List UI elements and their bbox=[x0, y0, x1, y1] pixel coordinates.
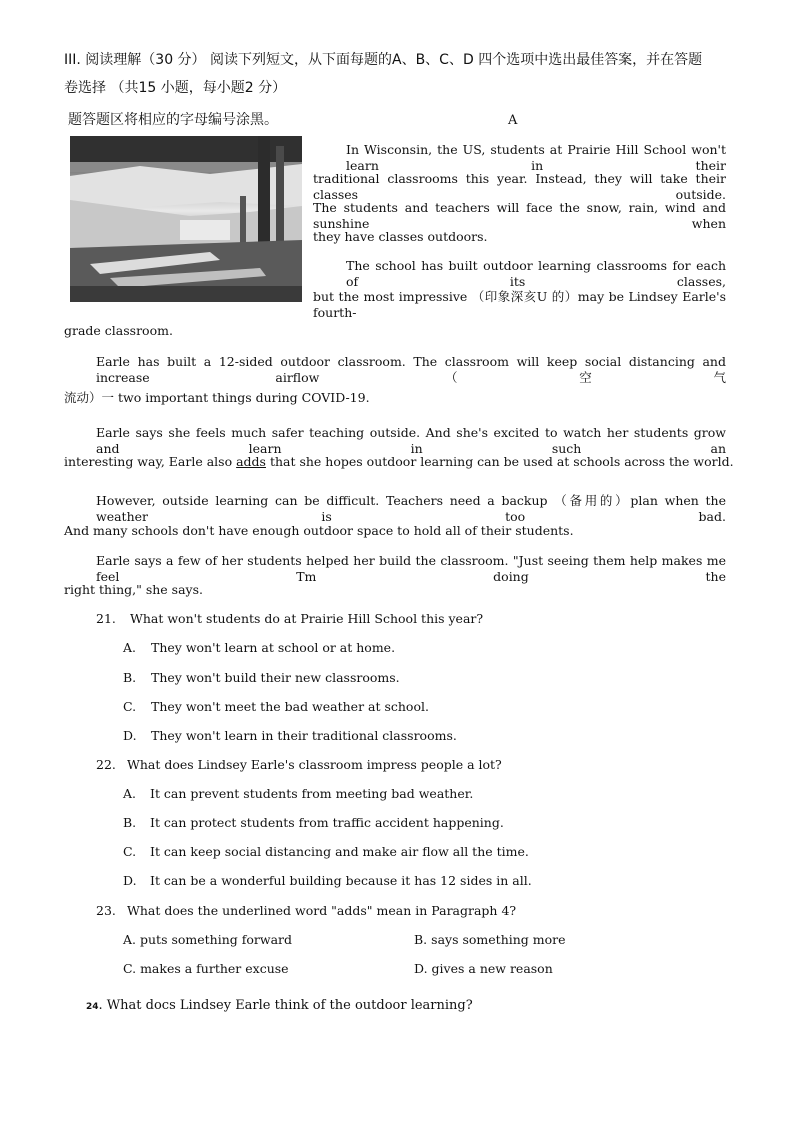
q23-option-c-label: C. bbox=[123, 961, 137, 976]
q21-option-c-label[interactable]: C. bbox=[123, 699, 137, 714]
q21-option-d-label[interactable]: D. bbox=[123, 728, 137, 743]
passage-p4-line2-after: that she hopes outdoor learning can be used at schools across the world. bbox=[265, 454, 734, 469]
q23-option-b-text: says something more bbox=[431, 932, 566, 947]
q21-option-a-text: They won't learn at school or at home. bbox=[151, 640, 396, 655]
q22-option-b-text: It can protect students from traffic accident happening. bbox=[150, 815, 504, 830]
passage-p3-line2: 流动）一 two important things during COVID-19. bbox=[64, 390, 370, 405]
passage-p6-line2: right thing," she says. bbox=[64, 582, 203, 597]
q23-option-a-text: puts something forward bbox=[140, 932, 293, 947]
outdoor-classroom-photo bbox=[70, 136, 302, 302]
question-23-number: 23. bbox=[96, 903, 116, 918]
passage-p2-line1: The school has built outdoor learning classrooms for each of its classes, bbox=[346, 258, 726, 289]
question-23-text: What does the underlined word "adds" mean in Paragraph 4? bbox=[127, 903, 517, 918]
passage-p6-line1: Earle says a few of her students helped her build the classroom. "Just seeing them help makes me feel Tm doing the bbox=[96, 553, 726, 584]
passage-p3-line1: Earle has built a 12-sided outdoor classroom. The classroom will keep social distancing and increase airflow （空气 bbox=[96, 354, 726, 385]
q21-option-b-label[interactable]: B. bbox=[123, 670, 137, 685]
passage-p1-line1: In Wisconsin, the US, students at Prairie Hill School won't learn in their bbox=[346, 142, 726, 173]
q21-option-c-text: They won't meet the bad weather at school. bbox=[151, 699, 429, 714]
question-24 bbox=[86, 997, 473, 1015]
passage-p1-line2: traditional classrooms this year. Instead, they will take their classes outside. bbox=[313, 171, 726, 202]
passage-p1-line4: they have classes outdoors. bbox=[313, 229, 488, 244]
q23-option-a-label: A. bbox=[123, 932, 137, 947]
section-instruction-line1: III. 阅读理解（30 分） 阅读下列短文，从下面每题的A、B、C、D 四个选项中选出最佳答案，并在答题 bbox=[64, 52, 703, 68]
underlined-word-adds: adds bbox=[236, 454, 266, 469]
question-22-number: 22. bbox=[96, 757, 116, 772]
passage-label: A bbox=[508, 113, 518, 128]
q22-option-b-label[interactable]: B. bbox=[123, 815, 137, 830]
section-instruction-line3: 题答题区将相应的字母编号涂黑。 bbox=[68, 112, 278, 128]
passage-p2-line3: grade classroom. bbox=[64, 323, 173, 338]
photo-illustration bbox=[70, 136, 302, 302]
q22-option-d-label[interactable]: D. bbox=[123, 873, 137, 888]
q23-option-b-label: B. bbox=[414, 932, 428, 947]
q23-option-d-label: D. bbox=[414, 961, 428, 976]
question-24-text: . What docs Lindsey Earle think of the outdoor learning? bbox=[98, 998, 473, 1013]
q22-option-a-label[interactable]: A. bbox=[123, 786, 137, 801]
q23-option-c-text: makes a further excuse bbox=[140, 961, 289, 976]
passage-p5-line1: However, outside learning can be difficult. Teachers need a backup （备用的）plan when the weather is too bad. bbox=[96, 493, 726, 524]
passage-p1-line3: The students and teachers will face the snow, rain, wind and sunshine when bbox=[313, 200, 726, 231]
q22-option-a-text: It can prevent students from meeting bad weather. bbox=[150, 786, 474, 801]
q23-option-b[interactable] bbox=[414, 932, 566, 948]
q22-option-c-label[interactable]: C. bbox=[123, 844, 137, 859]
passage-p4-line1: Earle says she feels much safer teaching outside. And she's excited to watch her students grow and learn in such an bbox=[96, 425, 726, 456]
q21-option-a-label[interactable]: A. bbox=[123, 640, 137, 655]
question-21-number: 21. bbox=[96, 611, 116, 626]
section-instruction-line2: 卷选择 （共15 小题，每小题2 分） bbox=[64, 80, 287, 96]
q23-option-a[interactable] bbox=[123, 932, 292, 948]
q22-option-c-text: It can keep social distancing and make air flow all the time. bbox=[150, 844, 529, 859]
passage-p4-line2 bbox=[64, 454, 734, 470]
q23-option-d[interactable] bbox=[414, 961, 553, 977]
q21-option-b-text: They won't build their new classrooms. bbox=[151, 670, 400, 685]
question-24-number: 24 bbox=[86, 1002, 99, 1012]
q23-option-d-text: gives a new reason bbox=[431, 961, 553, 976]
question-21-text: What won't students do at Prairie Hill School this year? bbox=[130, 611, 484, 626]
passage-p2-line2: but the most impressive （印象深亥U 的）may be Lindsey Earle's fourth- bbox=[313, 289, 726, 320]
passage-p4-line2-before: interesting way, Earle also bbox=[64, 454, 237, 469]
question-22-text: What does Lindsey Earle's classroom impress people a lot? bbox=[127, 757, 502, 772]
passage-p5-line2: And many schools don't have enough outdoor space to hold all of their students. bbox=[64, 523, 574, 538]
q23-option-c[interactable] bbox=[123, 961, 289, 977]
q21-option-d-text: They won't learn in their traditional classrooms. bbox=[151, 728, 457, 743]
q22-option-d-text: It can be a wonderful building because it has 12 sides in all. bbox=[150, 873, 532, 888]
